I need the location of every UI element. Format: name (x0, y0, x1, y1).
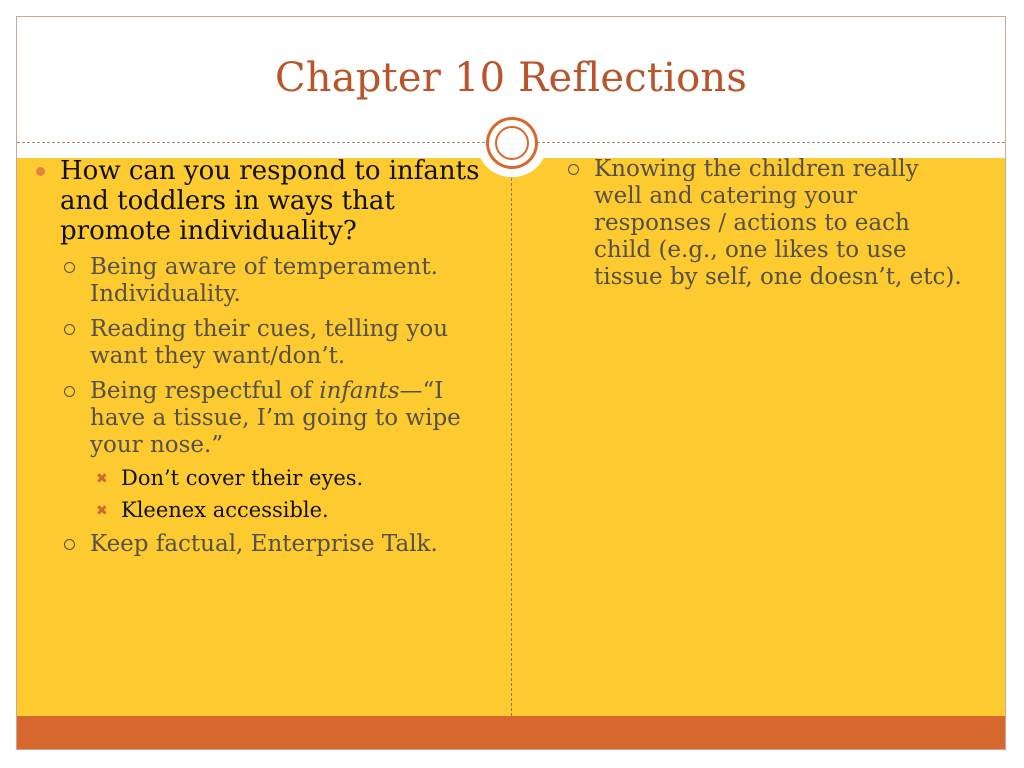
footer-bar (17, 716, 1005, 750)
list-item (30, 466, 482, 491)
list-item (30, 254, 482, 308)
point-text: Keep factual, Enterprise Talk. (90, 531, 438, 557)
point-text-italic: infants (319, 378, 400, 404)
list-item (30, 498, 482, 523)
slide-title: Chapter 10 Reflections (274, 55, 748, 101)
cross-star-bullet-icon: ✖ (96, 503, 108, 519)
double-ring-icon (486, 117, 538, 169)
point-text: Knowing the children really well and catering your responses / actions to each child (e.g., one likes to use tissue by self, one doesn’t, etc). (594, 156, 962, 290)
list-item (560, 156, 970, 291)
hollow-circle-bullet-icon (568, 164, 579, 175)
point-text: Reading their cues, telling you want they want/don’t. (90, 316, 449, 369)
inner-ring-icon (495, 126, 529, 160)
filled-circle-bullet-icon (36, 167, 45, 176)
left-column (30, 156, 482, 558)
right-column (560, 156, 970, 291)
list-item (30, 531, 482, 558)
list-item (30, 156, 482, 246)
hollow-circle-bullet-icon (64, 324, 75, 335)
cross-star-bullet-icon: ✖ (96, 471, 108, 487)
list-item (30, 316, 482, 370)
hollow-circle-bullet-icon (64, 262, 75, 273)
hollow-circle-bullet-icon (64, 386, 75, 397)
list-item (30, 378, 482, 459)
point-text: Being aware of temperament. Individuality. (90, 254, 438, 307)
question-text: How can you respond to infants and toddlers in ways that promote individuality? (60, 156, 480, 246)
point-text-before: Being respectful of (90, 378, 320, 404)
hollow-circle-bullet-icon (64, 539, 75, 550)
subpoint-text: Don’t cover their eyes. (121, 466, 364, 490)
point-text-after: —“I have a tissue, I’m going to wipe your nose.” (90, 378, 461, 458)
subpoint-text: Kleenex accessible. (121, 498, 329, 522)
column-divider (511, 178, 512, 716)
